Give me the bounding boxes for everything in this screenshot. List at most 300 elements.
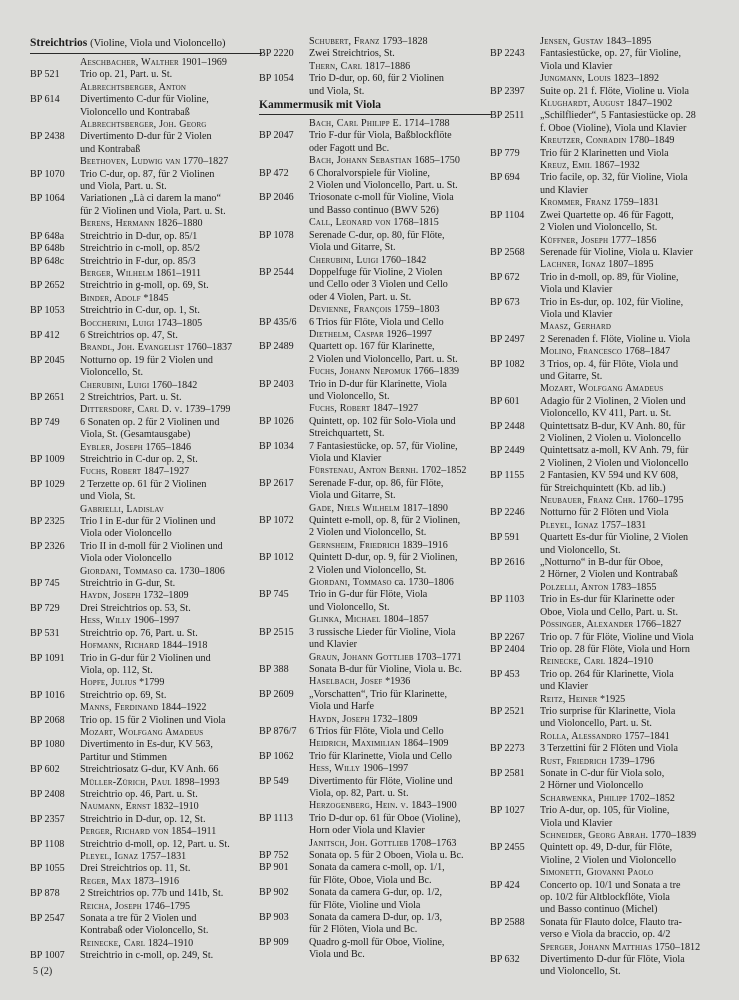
description-line: Trio I in E-dur für 2 Violinen und — [80, 516, 216, 528]
composer-name: Krommer, Franz — [540, 197, 611, 209]
composer-name: Neubauer, Franz Chr. — [540, 495, 636, 507]
composer-line — [30, 442, 262, 454]
catalog-entry — [30, 380, 262, 405]
composer-name: Sperger, Johann Matthias — [540, 941, 653, 953]
composer-name: Pleyel, Ignaz — [540, 519, 599, 531]
composer-name: Reger, Max — [80, 875, 132, 887]
catalog-entry — [490, 793, 722, 830]
composer-name: Rust, Friedrich — [540, 755, 607, 767]
composer-name: Gabrielli, Ladislav — [80, 503, 165, 515]
work-description — [76, 839, 262, 851]
composer-line — [30, 466, 262, 478]
composer-line — [30, 801, 262, 813]
description-line: und Violoncello, St. — [540, 966, 621, 978]
composer-line — [30, 702, 262, 714]
composer-name: Haydn, Joseph — [309, 713, 370, 725]
composer-dates: 1844–1922 — [160, 702, 207, 714]
description-line: Viola oder Violoncello — [80, 528, 172, 540]
composer-line — [259, 61, 491, 73]
catalog-entry — [30, 876, 262, 901]
description-line: Sonata B-dur für Violine, Viola u. Bc. — [309, 663, 462, 675]
description-line: oder Fagott und Bc. — [309, 142, 390, 154]
work-description — [305, 937, 491, 962]
catalog-number: BP 903 — [259, 912, 289, 924]
composer-dates: 1873–1916 — [133, 875, 180, 887]
composer-line — [490, 867, 722, 879]
composer-dates: 1770–1827 — [182, 156, 229, 168]
catalog-entry — [259, 217, 491, 254]
catalog-item — [490, 110, 722, 135]
catalog-number: BP 1054 — [259, 73, 294, 85]
work-description — [536, 359, 722, 384]
composer-name: Berger, Wilhelm — [80, 267, 154, 279]
work-description — [76, 417, 262, 442]
catalog-entry — [30, 590, 262, 615]
description-line: und Viola, Part. u. St. — [80, 181, 167, 193]
description-line: Divertimento für Flöte, Violine und — [309, 775, 453, 787]
composer-dates: 1843–1895 — [606, 36, 652, 47]
composer-dates: 1714–1788 — [404, 118, 450, 130]
catalog-entry — [259, 577, 491, 614]
composer-name: Mozart, Wolfgang Amadeus — [540, 383, 664, 395]
catalog-item — [259, 751, 491, 763]
section-subtitle: (Violine, Viola und Violoncello) — [90, 38, 226, 49]
catalog-entry — [30, 119, 262, 156]
composer-dates: 1746–1795 — [144, 900, 191, 912]
work-description — [76, 541, 262, 566]
composer-dates: 1739–1796 — [609, 755, 655, 767]
description-line: Streichtrio d-moll, op. 12, Part. u. St. — [80, 838, 230, 850]
composer-line — [490, 135, 722, 147]
catalog-entry — [259, 800, 491, 837]
description-line: Drei Streichtrios op. 11, St. — [80, 863, 191, 875]
work-description — [305, 267, 491, 304]
description-line: Serenade für Violine, Viola u. Klavier — [540, 246, 693, 258]
description-line: für 2 Violinen und Viola, Part. u. St. — [80, 205, 226, 217]
catalog-number: BP 672 — [490, 271, 520, 283]
work-description — [536, 110, 722, 135]
work-description — [305, 478, 491, 503]
work-description — [305, 48, 491, 60]
work-description — [76, 69, 262, 81]
catalog-entry — [30, 727, 262, 777]
description-line: Viola, op. 112, St. — [80, 664, 153, 676]
work-description — [305, 589, 491, 614]
catalog-item — [30, 814, 262, 826]
catalog-item — [259, 73, 491, 98]
description-line: Sonata da camera c-moll, op. 1/1, — [309, 862, 445, 874]
composer-dates: 1766–1839 — [413, 366, 460, 378]
catalog-number: BP 2544 — [259, 266, 294, 278]
catalog-entry — [490, 582, 722, 619]
catalog-item — [30, 950, 262, 962]
catalog-entry — [259, 714, 491, 739]
description-line: Streichtrio in g-moll, op. 69, St. — [80, 280, 209, 292]
description-line: Sonata da camera G-dur, op. 1/2, — [309, 887, 443, 899]
composer-dates: 1760–1842 — [380, 254, 427, 266]
composer-dates: ca. 1730–1806 — [165, 565, 225, 577]
work-description — [536, 594, 722, 619]
work-description — [76, 231, 262, 243]
catalog-item — [30, 417, 262, 442]
work-description — [76, 169, 262, 194]
catalog-entry — [259, 540, 491, 577]
work-description — [305, 689, 491, 714]
catalog-number: BP 2246 — [490, 507, 525, 519]
composer-dates: 1847–1902 — [626, 98, 673, 110]
composer-line — [259, 465, 491, 477]
composer-dates: *1925 — [599, 693, 626, 705]
work-description — [305, 341, 491, 366]
catalog-item — [30, 193, 262, 218]
composer-dates: 1702–1852 — [421, 465, 467, 477]
composer-line — [259, 118, 491, 130]
work-description — [536, 805, 722, 830]
description-line: und Gitarre, St. — [540, 370, 603, 382]
catalog-number: BP 2325 — [30, 516, 65, 528]
section-title: Kammermusik mit Viola — [259, 99, 382, 112]
composer-name: Hess, Willy — [309, 763, 361, 775]
description-line: 6 Trios für Flöte, Viola und Cello — [309, 316, 444, 328]
catalog-item — [30, 739, 262, 764]
composer-name: Dittersdorf, Carl D. v. — [80, 404, 183, 416]
catalog-item — [30, 764, 262, 776]
composer-line — [259, 763, 491, 775]
work-description — [536, 334, 722, 346]
composer-line — [490, 656, 722, 668]
catalog-number: BP 2489 — [259, 341, 294, 353]
description-line: Streichtrio in c-moll, op. 249, St. — [80, 950, 214, 962]
description-line: 2 Violen und Violoncello, St. — [309, 564, 427, 576]
composer-dates: 1732–1809 — [372, 713, 418, 725]
catalog-entry — [259, 676, 491, 713]
description-line: Doppelfuge für Violine, 2 Violen — [309, 266, 443, 278]
catalog-number: BP 1155 — [490, 470, 525, 482]
composer-name: Pössinger, Alexander — [540, 619, 634, 631]
catalog-item — [30, 243, 262, 255]
catalog-entry — [30, 702, 262, 727]
catalog-entry — [259, 329, 491, 366]
catalog-item — [490, 743, 722, 755]
composer-dates: 1757–1841 — [624, 730, 670, 742]
description-line: 2 Violen und Violoncello, Part. u. St. — [309, 180, 458, 192]
description-line: Sonate in C-dur für Viola solo, — [540, 767, 665, 779]
work-description — [305, 776, 491, 801]
catalog-number: BP 2404 — [490, 643, 525, 655]
composer-name: Albrechtsberger, Joh. Georg — [80, 119, 207, 131]
work-description — [305, 416, 491, 441]
column-3 — [490, 36, 722, 979]
work-description — [305, 552, 491, 577]
catalog-item — [259, 937, 491, 962]
composer-line — [30, 901, 262, 913]
catalog-number: BP 1091 — [30, 652, 65, 664]
description-line: 6 Sonaten op. 2 für 2 Violinen und — [80, 416, 220, 428]
catalog-item — [259, 589, 491, 614]
section-title: Streichtrios — [30, 37, 88, 49]
description-line: Trio op. 28 für Flöte, Viola und Horn — [540, 643, 690, 655]
catalog-entry — [259, 36, 491, 61]
composer-dates: 1759–1803 — [394, 304, 440, 316]
description-line: Triosonate c-moll für Violine, Viola — [309, 192, 454, 204]
composer-name: Binder, Adolf — [80, 292, 141, 304]
composer-line — [30, 826, 262, 838]
composer-name: Giordani, Tommaso — [80, 565, 163, 577]
work-description — [536, 632, 722, 644]
description-line: 2 Violinen, 2 Violen und Violoncello — [540, 457, 689, 469]
catalog-number: BP 752 — [259, 850, 289, 861]
composer-dates: 1703–1771 — [416, 651, 462, 663]
composer-name: Call, Leonard von — [309, 217, 391, 229]
section-heading — [30, 36, 262, 54]
work-description — [305, 192, 491, 217]
work-description — [305, 73, 491, 98]
catalog-item — [30, 454, 262, 466]
description-line: 7 Fantasiestücke, op. 57, für Violine, — [309, 440, 458, 452]
catalog-number: BP 2047 — [259, 130, 294, 142]
composer-line — [490, 619, 722, 631]
composer-dates: *1845 — [143, 292, 169, 304]
catalog-entry — [490, 321, 722, 346]
composer-line — [30, 851, 262, 863]
catalog-entry — [490, 346, 722, 383]
composer-line — [490, 73, 722, 85]
catalog-number: BP 876/7 — [259, 725, 297, 737]
catalog-item — [30, 131, 262, 156]
work-description — [76, 863, 262, 875]
composer-line — [259, 255, 491, 267]
catalog-number: BP 2652 — [30, 280, 65, 292]
composer-dates: *1936 — [385, 676, 411, 688]
composer-name: Boccherini, Luigi — [80, 317, 155, 329]
composer-line — [30, 119, 262, 131]
catalog-item — [30, 479, 262, 504]
catalog-entry — [490, 73, 722, 98]
catalog-entry — [30, 901, 262, 938]
description-line: Zwei Quartette op. 46 für Fagott, — [540, 209, 674, 221]
catalog-entry — [30, 566, 262, 591]
catalog-item — [490, 954, 722, 979]
work-description — [536, 768, 722, 793]
composer-line — [30, 156, 262, 168]
composer-dates: 1765–1846 — [145, 441, 192, 453]
catalog-number: BP 2045 — [30, 354, 65, 366]
catalog-item — [30, 169, 262, 194]
work-description — [76, 913, 262, 938]
catalog-entry — [30, 318, 262, 343]
description-line: Streichtrio in D-dur, op. 12, St. — [80, 813, 206, 825]
catalog-item — [30, 280, 262, 292]
description-line: 6 Streichtrios op. 47, St. — [80, 329, 178, 341]
description-line: Trio op. 264 für Klarinette, Viola — [540, 668, 674, 680]
description-line: und Klavier — [540, 184, 588, 196]
description-line: „Vorschatten“, Trio für Klarinette, — [309, 688, 448, 700]
composer-line — [259, 36, 491, 48]
description-line: Adagio für 2 Violinen, 2 Violen und — [540, 395, 686, 407]
composer-name: Perger, Richard von — [80, 826, 169, 838]
composer-name: Hess, Willy — [80, 615, 132, 627]
work-description — [305, 887, 491, 912]
description-line: und Violoncello, St. — [309, 601, 390, 613]
catalog-number: BP 632 — [490, 954, 520, 966]
description-line: Trio in Es-dur, op. 102, für Violine, — [540, 296, 684, 308]
catalog-entry — [490, 36, 722, 73]
catalog-number: BP 2588 — [490, 916, 525, 928]
composer-dates: 1804–1857 — [383, 614, 429, 626]
composer-line — [30, 777, 262, 789]
composer-line — [30, 566, 262, 578]
composer-dates: 1864–1909 — [402, 738, 449, 750]
work-description — [76, 392, 262, 404]
description-line: Trio für 2 Klarinetten und Viola — [540, 147, 669, 159]
catalog-item — [490, 706, 722, 731]
catalog-entry — [490, 495, 722, 520]
composer-dates: 1768–1847 — [624, 346, 671, 358]
work-description — [536, 272, 722, 297]
description-line: und Basso continuo (BWV 526) — [309, 204, 439, 216]
catalog-number: BP 521 — [30, 69, 60, 81]
description-line: Violoncello und Kontrabaß — [80, 106, 190, 118]
catalog-entry — [30, 268, 262, 293]
description-line: Quartett op. 167 für Klarinette, — [309, 341, 435, 353]
description-line: für 2 Flöten, Viola und Bc. — [309, 924, 418, 936]
composer-line — [490, 259, 722, 271]
composer-line — [30, 82, 262, 94]
description-line: Quartett Es-dur für Violine, 2 Violen — [540, 532, 689, 544]
catalog-item — [490, 842, 722, 867]
composer-name: Naumann, Ernst — [80, 801, 151, 813]
composer-name: Heidrich, Maximilian — [309, 738, 401, 750]
composer-name: Küffner, Joseph — [540, 234, 609, 246]
catalog-item — [259, 416, 491, 441]
composer-dates: 1783–1855 — [611, 581, 657, 593]
catalog-entry — [30, 826, 262, 851]
catalog-item — [490, 172, 722, 197]
catalog-item — [490, 48, 722, 73]
description-line: Streichtrio op. 69, St. — [80, 689, 167, 701]
description-line: Viola, St. (Gesamtausgabe) — [80, 429, 191, 441]
catalog-entry — [490, 756, 722, 793]
work-description — [76, 131, 262, 156]
catalog-item — [30, 516, 262, 541]
catalog-item — [30, 603, 262, 615]
composer-name: Klughardt, August — [540, 98, 625, 110]
work-description — [76, 950, 262, 962]
composer-line — [30, 218, 262, 230]
description-line: 2 Streichtrios, Part. u. St. — [80, 391, 182, 403]
work-description — [76, 653, 262, 678]
description-line: und Viola, St. — [80, 491, 136, 503]
composer-line — [259, 714, 491, 726]
catalog-number: BP 749 — [30, 416, 60, 428]
catalog-item — [490, 334, 722, 346]
catalog-item — [259, 267, 491, 304]
catalog-item — [259, 776, 491, 801]
composer-line — [490, 235, 722, 247]
catalog-item — [259, 552, 491, 577]
description-line: 2 Hörner, 2 Violen und Kontrabaß — [540, 569, 678, 581]
catalog-number: BP 2397 — [490, 85, 525, 97]
catalog-number: BP 1055 — [30, 863, 65, 875]
composer-line — [259, 676, 491, 688]
work-description — [76, 280, 262, 292]
composer-line — [490, 160, 722, 172]
catalog-entry — [259, 652, 491, 677]
composer-dates: 1817–1890 — [402, 502, 448, 514]
catalog-entry — [259, 403, 491, 465]
catalog-entry — [259, 366, 491, 403]
composer-name: Polzelli, Anton — [540, 581, 609, 593]
description-line: Quintett e-moll, op. 8, für 2 Violinen, — [309, 515, 461, 527]
description-line: 2 Violen und Violoncello, Part. u. St. — [309, 353, 458, 365]
composer-dates: 1861–1911 — [156, 267, 202, 279]
work-description — [536, 396, 722, 421]
work-description — [536, 669, 722, 694]
description-line: Trio D-dur op. 61 für Oboe (Violine), — [309, 812, 461, 824]
catalog-item — [259, 664, 491, 676]
description-line: 2 Violen und Violoncello, St. — [540, 222, 658, 234]
catalog-number: BP 2547 — [30, 913, 65, 925]
composer-name: Fuchs, Johann Nepomuk — [309, 366, 412, 378]
work-description — [536, 470, 722, 495]
composer-name: Janitsch, Joh. Gottlieb — [309, 837, 409, 849]
catalog-entry — [30, 57, 262, 82]
catalog-number: BP 2581 — [490, 767, 525, 779]
catalog-item — [490, 805, 722, 830]
description-line: Streichtriosatz G-dur, KV Anh. 66 — [80, 764, 219, 776]
catalog-item — [490, 557, 722, 582]
composer-name: Eybler, Joseph — [80, 441, 144, 453]
composer-dates: 1847–1927 — [143, 466, 190, 478]
catalog-item — [30, 69, 262, 81]
catalog-item — [259, 168, 491, 193]
work-description — [76, 628, 262, 640]
catalog-entry — [490, 197, 722, 234]
composer-dates: *1799 — [139, 677, 165, 689]
composer-name: Mozart, Wolfgang Amadeus — [80, 726, 204, 738]
work-description — [76, 454, 262, 466]
work-description — [305, 168, 491, 193]
catalog-item — [490, 421, 722, 446]
description-line: Streichtrio in c-moll, op. 85/2 — [80, 243, 200, 255]
composer-dates: 1906–1997 — [133, 615, 180, 627]
description-line: Trio II in d-moll für 2 Violinen und — [80, 540, 223, 552]
description-line: Quintett, op. 102 für Solo-Viola und — [309, 415, 456, 427]
work-description — [305, 627, 491, 652]
catalog-number: BP 388 — [259, 663, 289, 675]
composer-line — [490, 582, 722, 594]
catalog-item — [259, 887, 491, 912]
description-line: „Schilflieder“, 5 Fantasiestücke op. 28 — [540, 110, 696, 122]
catalog-item — [490, 644, 722, 656]
catalog-item — [259, 813, 491, 838]
composer-line — [30, 342, 262, 354]
catalog-item — [30, 355, 262, 380]
description-line: Divertimento in Es-dur, KV 563, — [80, 739, 213, 751]
description-line: Streichtrio op. 76, Part. u. St. — [80, 627, 198, 639]
catalog-item — [30, 94, 262, 119]
description-line: Streichtrio op. 46, Part. u. St. — [80, 788, 198, 800]
composer-line — [30, 677, 262, 689]
composer-name: Brandl, Joh. Evangelist — [80, 342, 185, 354]
catalog-item — [259, 192, 491, 217]
composer-name: Aeschbacher, Walther — [80, 57, 179, 68]
catalog-item — [259, 689, 491, 714]
description-line: Viola und Bc. — [309, 949, 365, 961]
catalog-number: BP 2651 — [30, 391, 65, 403]
catalog-item — [259, 317, 491, 329]
description-line: Streichquartett, St. — [309, 428, 385, 440]
